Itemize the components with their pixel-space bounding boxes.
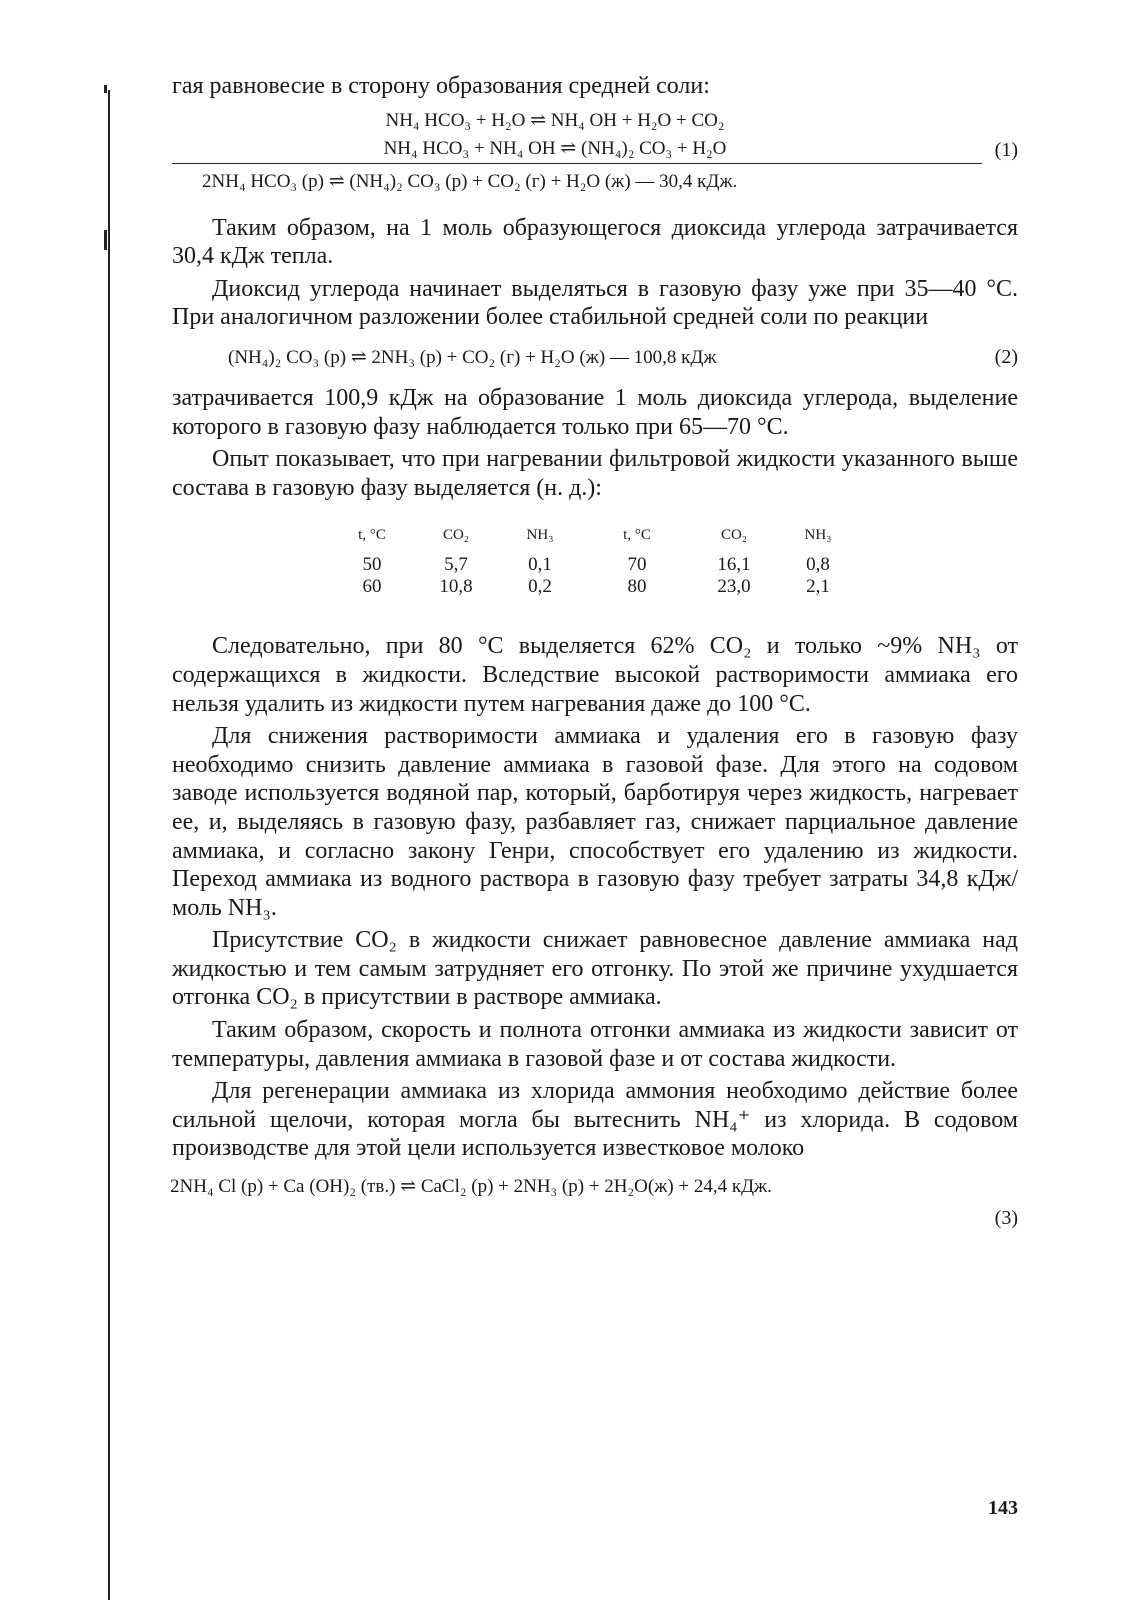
equation-1-result: 2NH₄ HCO₃ (р) ⇌ (NH₄)₂ CO₃ (р) + CO₂ (г) + H₂O (ж) — 30,4 кДж.: [202, 170, 738, 192]
paragraph-9: Для регенерации аммиака из хлорида аммония необходимо действие более сильной щелочи, которая могла бы вытеснить NH₄⁺ из хлорида. В содовом производстве для этой цели используется известковое молоко: [172, 1078, 1018, 1162]
page-number: 143: [988, 1497, 1018, 1519]
table-header: NH₃: [804, 527, 832, 544]
paragraph-intro: гая равновесие в сторону образования средней соли:: [172, 73, 710, 99]
table-header: t, °C: [623, 527, 651, 544]
paragraph-3: затрачивается 100,9 кДж на образование 1 моль диоксида углерода, выделение которого в газовую фазу наблюдается только при 65—70 °С.: [172, 384, 1018, 440]
equation-3: [172, 1175, 1018, 1235]
equation-1-line-1: NH₄ HCO₃ + H₂O ⇌ NH₄ OH + H₂O + CO₂: [385, 109, 725, 131]
table-row: [330, 576, 860, 598]
table-cell: 0,8: [806, 554, 830, 576]
table-cell: 16,1: [717, 554, 751, 576]
table-row: [330, 554, 860, 576]
margin-rule: [108, 90, 110, 1600]
table-header: NH₃: [526, 527, 554, 544]
table-cell: 70: [627, 554, 647, 576]
table-cell: 0,2: [528, 576, 552, 598]
table-cell: 0,1: [528, 554, 552, 576]
paragraph-6: Для снижения растворимости аммиака и удаления его в газовую фазу необходимо снизить давление аммиака в газовой фазе. Для этого на содовом заводе используется водяной пар, который, барботируя через жидкость, нагревает ее, и, выделяясь в газовую фазу, разбавляет газ, снижает парциальное давление аммиака, и согласно закону Генри, способствует его удалению из жидкости. Переход аммиака из водного раствора в газовую фазу требует затраты 34,8 кДж/моль NH₃.: [172, 723, 1018, 921]
margin-mark: [104, 85, 107, 93]
equation-2: [172, 346, 1018, 376]
table-cell: 23,0: [717, 576, 751, 598]
table-cell: 80: [627, 576, 647, 598]
paragraph-2: Диоксид углерода начинает выделяться в газовую фазу уже при 35—40 °С. При аналогичном разложении более стабильной средней соли по реакции: [172, 275, 1018, 331]
paragraph-4: Опыт показывает, что при нагревании фильтровой жидкости указанного выше состава в газовую фазу выделяется (н. д.):: [172, 446, 1018, 501]
table-header: t, °C: [358, 527, 386, 544]
margin-mark: [104, 230, 107, 250]
equation-2-number: (2): [994, 345, 1018, 368]
table-cell: 10,8: [439, 576, 473, 598]
equation-1-number: (1): [994, 138, 1018, 161]
table-header: CO₂: [720, 527, 748, 544]
paragraph-1: Таким образом, на 1 моль образующегося диоксида углерода затрачивается 30,4 кДж тепла.: [172, 214, 1018, 270]
equation-3-number: (3): [994, 1207, 1018, 1230]
equation-divider: [172, 163, 982, 164]
table-header: CO₂: [442, 527, 470, 544]
table-cell: 2,1: [806, 576, 830, 598]
equation-2-text: (NH₄)₂ CO₃ (р) ⇌ 2NH₃ (р) + CO₂ (г) + H₂O (ж) — 100,8 кДж: [228, 346, 717, 368]
table-cell: 50: [362, 554, 382, 576]
data-table: [330, 524, 860, 598]
paragraph-5: Следовательно, при 80 °С выделяется 62% CO₂ и только ~9% NH₃ от содержащихся в жидкости. Вследствие высокой растворимости аммиака его нельзя удалить из жидкости путем нагревания даже до 100 °С.: [172, 633, 1018, 717]
table-cell: 60: [362, 576, 382, 598]
equation-3-text: 2NH₄ Cl (р) + Ca (OH)₂ (тв.) ⇌ CaCl₂ (р) + 2NH₃ (р) + 2H₂O(ж) + 24,4 кДж.: [170, 1176, 772, 1198]
document-page: [172, 72, 1018, 1235]
table-cell: 5,7: [444, 554, 468, 576]
paragraph-8: Таким образом, скорость и полнота отгонки аммиака из жидкости зависит от температуры, давления аммиака в газовой фазе и от состава жидкости.: [172, 1017, 1018, 1072]
equation-system-1: [172, 109, 1018, 194]
paragraph-7: Присутствие CO₂ в жидкости снижает равновесное давление аммиака над жидкостью и тем самым затрудняет его отгонку. По этой же причине ухудшается отгонка CO₂ в присутствии в растворе аммиака.: [172, 927, 1018, 1011]
equation-1-line-2: NH₄ HCO₃ + NH₄ OH ⇌ (NH₄)₂ CO₃ + H₂O: [383, 137, 727, 159]
